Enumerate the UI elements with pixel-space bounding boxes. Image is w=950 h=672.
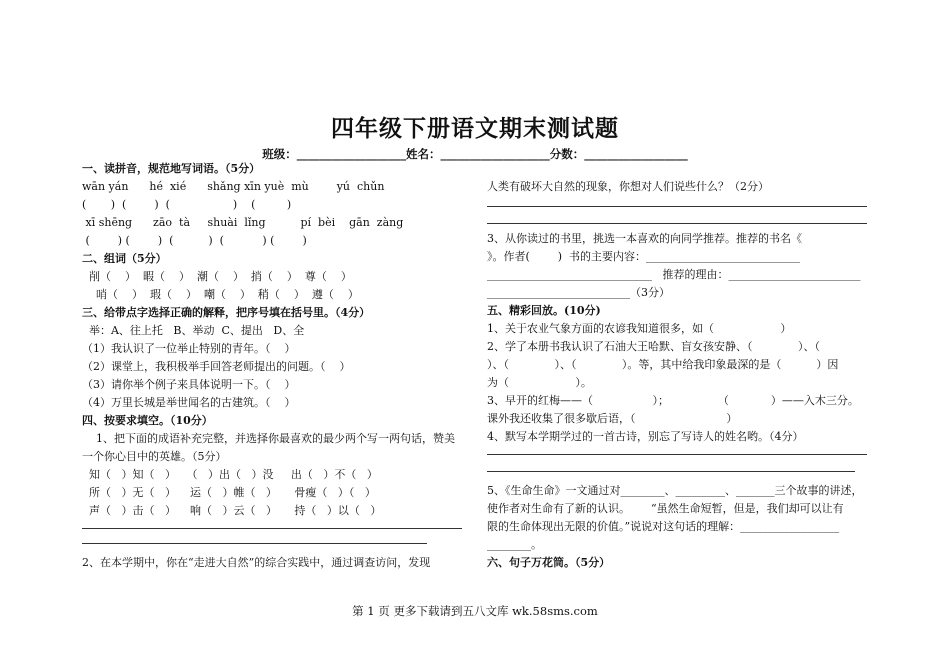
page-footer: 第 1 页 更多下载请到五八文库 wk.58sms.com <box>352 604 598 618</box>
question-item: 5、《生命生命》一文通过对________、_________、_______三个故事的讲述， <box>487 484 863 497</box>
question-item: ）、（ ）、（ ）。等，其中给我印象最深的是（ ）因 <box>487 358 839 371</box>
question-item: （1）我认识了一位举止特别的青年。（ ） <box>82 342 296 355</box>
question-item: 一个你心目中的英雄。（5分） <box>82 450 227 463</box>
student-info-line: 班级：___________________姓名：___________________分数：__________________ <box>262 147 688 161</box>
question-item: 3、从你读过的书里，挑选一本喜欢的向同学推荐。推荐的书名《 <box>487 232 802 245</box>
question-item: 限的生命体现出无限的价值。”说说对这句话的理解：__________________ <box>487 520 840 533</box>
question-item: 》。作者( ) 书的主要内容：____________________________ <box>487 250 801 263</box>
section-1-title: 一、读拼音，规范地写词语。（5分） <box>82 162 261 175</box>
question-item: 1、关于农业气象方面的农谚我知道很多，如（ ） <box>487 322 792 335</box>
question-item: 3、早开的红梅——（ ）； （ ）——入木三分。 <box>487 394 859 407</box>
idiom-row: 声（ ）击（ ） 响（ ）云（ ） 持（ ）以（ ） <box>82 504 382 517</box>
question-item: 4、默写本学期学过的一首古诗，别忘了写诗人的姓名哟。（4分） <box>487 430 804 443</box>
question-item: 使作者对生命有了新的认识。 “虽然生命短暂，但是，我们却可以让有 <box>487 502 844 515</box>
pinyin-line: wān yán hé xié shǎng xīn yuè mù yú chǔn <box>82 180 385 193</box>
question-item: （3）请你举个例子来具体说明一下。（ ） <box>82 378 296 391</box>
question-item: 2、在本学期中，你在“走进大自然”的综合实践中，通过调查访问，发现 <box>82 556 431 569</box>
question-item: （4）万里长城是举世闻名的古建筑。（ ） <box>82 396 296 409</box>
section-2-title: 二、组词（5分） <box>82 252 167 265</box>
question-item: 2、学了本册书我认识了石油大王哈默、盲女孩安静、（ ）、（ <box>487 340 820 353</box>
pinyin-line: xī shēng zāo tà shuài lǐng pí bèi gān zàng <box>82 216 404 229</box>
answer-brackets: ( ) ( ) ( ) ( ) <box>82 198 292 211</box>
idiom-row: 所（ ）无（ ） 运（ ）帷（ ） 骨瘦（ ）（ ） <box>82 486 376 499</box>
word-group-row: 哨（ ） 瑕（ ） 嘲（ ） 稍（ ） 遵（ ） <box>82 288 359 301</box>
section-6-title: 六、句子万花筒。（5分） <box>487 556 611 569</box>
left-column <box>82 160 462 572</box>
section-5-title: 五、精彩回放。(10分) <box>487 304 601 317</box>
question-item: ________。 <box>487 538 542 551</box>
question-item: 1、把下面的成语补充完整，并选择你最喜欢的最少两个写一两句话，赞美 <box>82 432 455 445</box>
answer-brackets: ( ) ( ) ( ) ( ) ( ) <box>82 234 307 247</box>
question-item: 课外我还收集了很多歇后语，（ ） <box>487 412 738 425</box>
question-item: 为（ ）。 <box>487 376 592 389</box>
question-item: __________________________（3分） <box>487 286 670 299</box>
right-column <box>487 178 867 572</box>
word-group-row: 削（ ） 暇（ ） 潮（ ） 捎（ ） 尊（ ） <box>82 270 352 283</box>
section-3-title: 三、给带点字选择正确的解释，把序号填在括号里。（4分） <box>82 306 371 319</box>
section-4-title: 四、按要求填空。（10分） <box>82 414 213 427</box>
question-item: ______________________________ 推荐的理由：________________________ <box>487 268 861 281</box>
idiom-row: 知（ ）知（ ） （ ）出（ ）没 出（ ）不（ ） <box>82 468 378 481</box>
question-item: 人类有破坏大自然的现象，你想对人们说些什么？（2分） <box>487 180 769 193</box>
page-title: 四年级下册语文期末测试题 <box>331 115 619 142</box>
meaning-options: 举：A、往上托 B、举动 C、提出 D、全 <box>82 324 305 337</box>
question-item: （2）课堂上，我积极举手回答老师提出的问题。（ ） <box>82 360 351 373</box>
